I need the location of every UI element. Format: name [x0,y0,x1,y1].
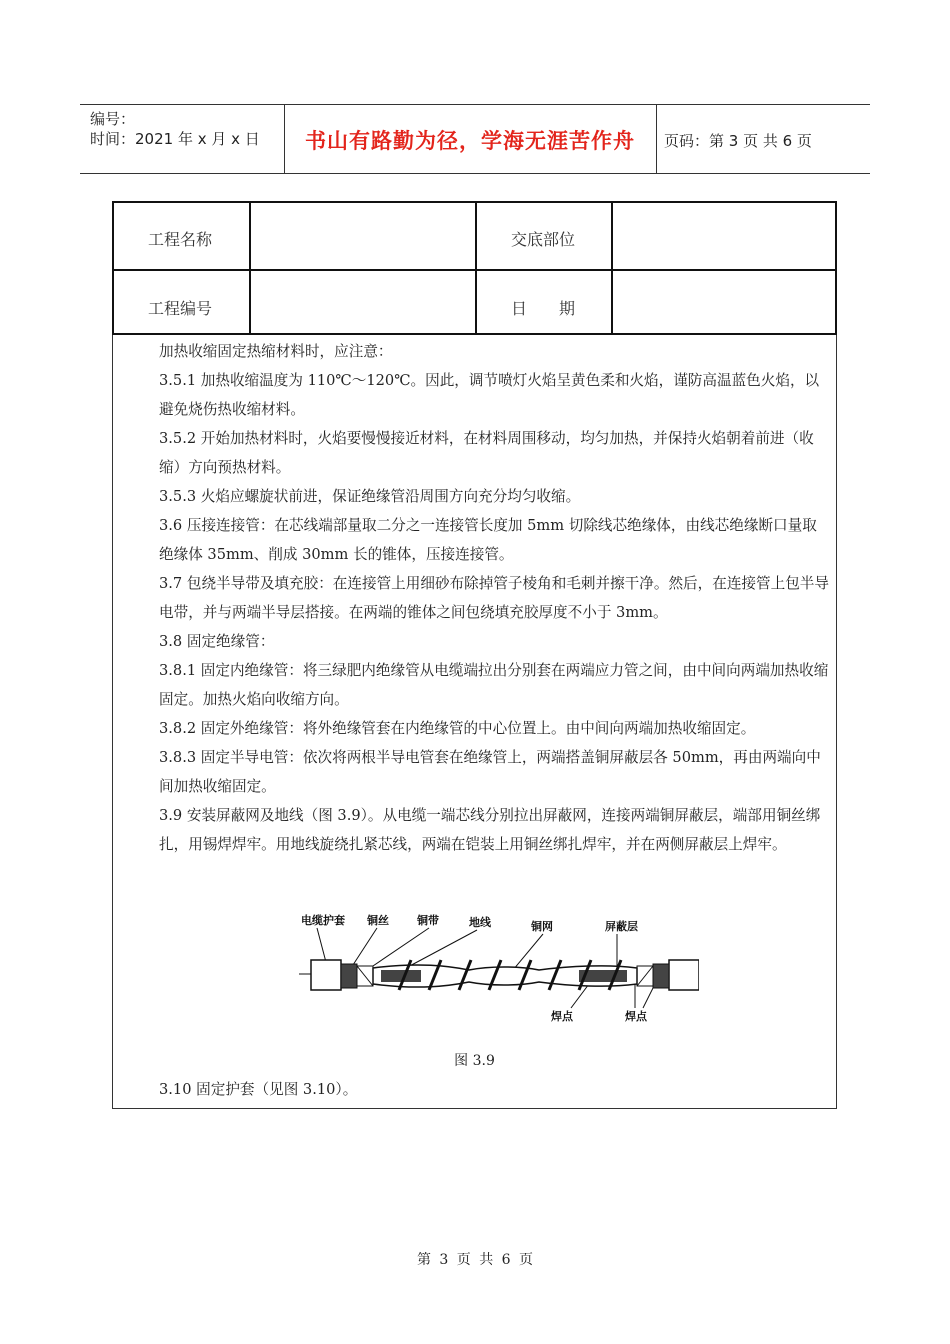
right-sheath [669,960,699,990]
content-text-tail [159,1075,831,1104]
right-armor-binding [653,964,669,988]
footer-current-page: 3 [439,1252,449,1268]
paragraph: 3.8.1 固定内绝缘管：将三绿肥内绝缘管从电缆端拉出分别套在两端应力管之间，由中间向两端加热收缩固定。加热火焰向收缩方向。 [159,662,829,708]
document-time-label: 时间：2021 年 x 月 x 日 [90,130,260,148]
table-col-divider [475,203,477,333]
paragraph: 3.6 压接连接管：在芯线端部量取二分之一连接管长度加 5mm 切除线芯绝缘体，由线芯绝缘断口量取绝缘体 35mm、削成 30mm 长的锥体，压接连接管。 [159,517,817,563]
footer-page-word: 页 [456,1252,471,1268]
cable-joint-diagram [299,910,699,1028]
paragraph: 3.8 固定绝缘管： [159,633,275,650]
table-col-divider [249,203,251,333]
footer-suffix: 页 [519,1252,534,1268]
label-copper-tape: 铜带 [417,914,439,927]
label-copper-wire: 铜丝 [367,914,389,927]
label-solder-point: 焊点 [625,1010,647,1023]
left-sheath [311,960,341,990]
paragraph: 加热收缩固定热缩材料时，应注意： [159,343,393,360]
table-col-divider [611,203,613,333]
project-name-label: 工程名称 [148,230,213,249]
page-footer [0,1249,950,1269]
project-number-label: 工程编号 [148,299,213,318]
paragraph: 3.10 固定护套（见图 3.10）。 [159,1081,358,1098]
label-sheath: 电缆护套 [301,914,345,927]
document-number-label: 编号： [90,110,136,128]
figure-caption: 图 3.9 [454,1053,495,1069]
paragraph: 3.8.2 固定外绝缘管：将外绝缘管套在内绝缘管的中心位置上。由中间向两端加热收缩固定。 [159,720,756,737]
label-solder-point: 焊点 [551,1010,573,1023]
header-meta [90,109,260,149]
label-shield-layer: 屏蔽层 [605,920,638,933]
paragraph: 3.5.1 加热收缩温度为 110℃～120℃。因此，调节喷灯火焰呈黄色柔和火焰，谨防高温蓝色火焰，以避免烧伤热收缩材料。 [159,372,820,418]
paragraph: 3.5.3 火焰应螺旋状前进，保证绝缘管沿周围方向充分均匀收缩。 [159,488,581,505]
paragraph: 3.9 安装屏蔽网及地线（图 3.9）。从电缆一端芯线分别拉出屏蔽网，连接两端铜屏蔽层，端部用铜丝绑扎，用锡焊焊牢。用地线旋绕扎紧芯线，两端在铠装上用铜丝绑扎焊牢，并在两侧屏蔽层上焊牢。 [159,807,821,853]
project-info-table [112,201,837,335]
left-armor-binding [341,964,357,988]
header-page-info: 页码：第 3 页 共 6 页 [664,132,812,150]
footer-total-word: 共 [479,1252,494,1268]
footer-prefix: 第 [416,1252,431,1268]
content-text [159,337,831,859]
header-divider [656,105,657,173]
content-box [112,335,837,1109]
label-ground-wire: 地线 [469,916,491,929]
paragraph: 3.7 包绕半导带及填充胶：在连接管上用细砂布除掉管子棱角和毛刺并擦干净。然后，在连接管上包半导电带，并与两端半导层搭接。在两端的锥体之间包绕填充胶厚度不小于 3mm。 [159,575,829,621]
page-header [80,104,870,174]
paragraph: 3.8.3 固定半导电管：依次将两根半导电管套在绝缘管上，两端搭盖铜屏蔽层各 50mm，再由两端向中间加热收缩固定。 [159,749,821,795]
paragraph: 3.5.2 开始加热材料时，火焰要慢慢接近材料，在材料周围移动，均匀加热，并保持火焰朝着前进（收缩）方向预热材料。 [159,430,814,476]
footer-total-pages: 6 [501,1252,511,1268]
date-label: 日 期 [511,299,576,318]
label-copper-mesh: 铜网 [531,920,553,933]
header-motto: 书山有路勤为径，学海无涯苦作舟 [305,129,635,153]
handover-part-label: 交底部位 [511,230,576,249]
